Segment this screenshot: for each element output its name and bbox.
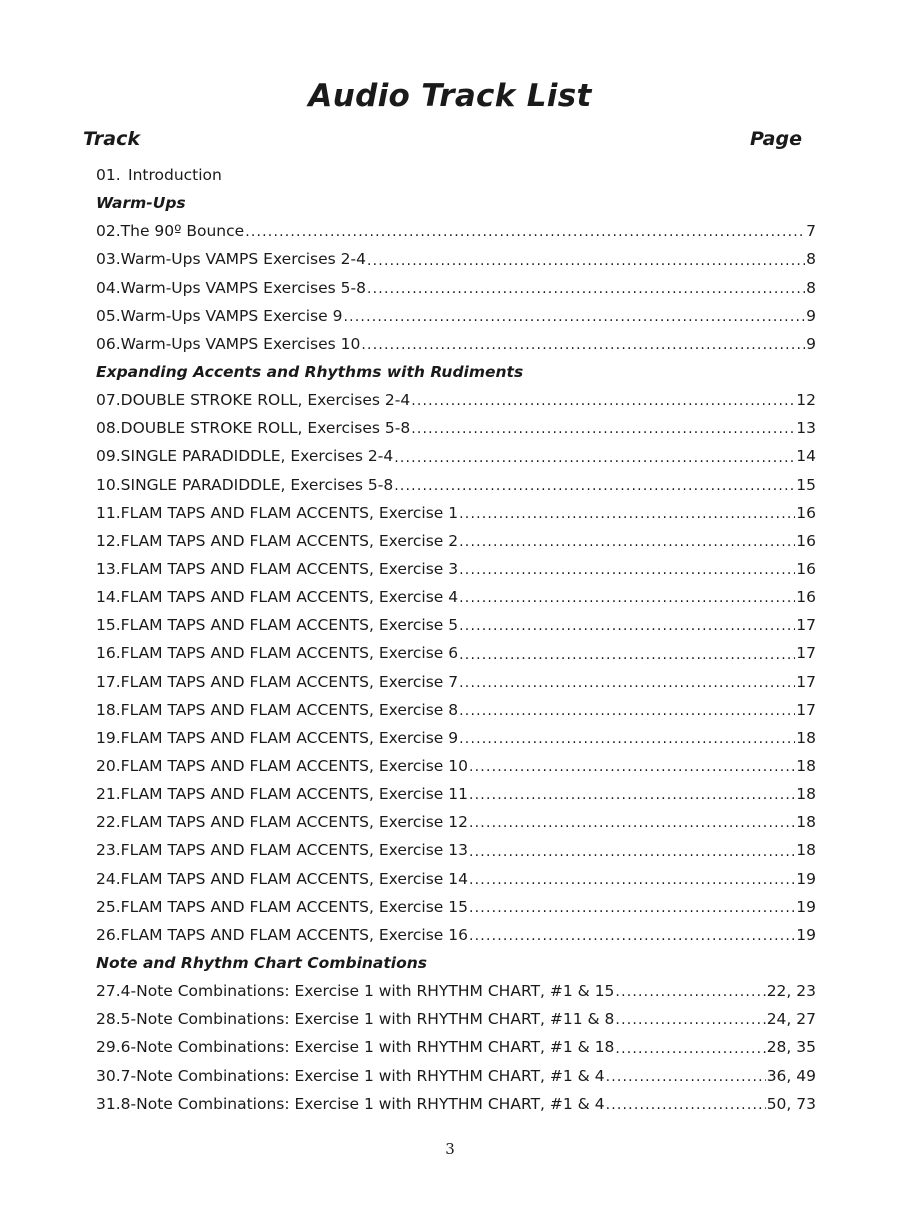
track-page: 17 bbox=[796, 672, 816, 691]
track-title: Warm-Ups VAMPS Exercise 9 bbox=[120, 306, 343, 325]
track-row bbox=[96, 752, 816, 780]
track-row bbox=[96, 245, 816, 273]
track-title: FLAM TAPS AND FLAM ACCENTS, Exercise 1 bbox=[120, 503, 459, 522]
track-row bbox=[96, 274, 816, 302]
track-page: 19 bbox=[796, 925, 816, 944]
dot-leader bbox=[469, 760, 795, 780]
track-title: 7-Note Combinations: Exercise 1 with RHYTHM CHART, #1 & 4 bbox=[120, 1066, 605, 1085]
track-page: 17 bbox=[796, 644, 816, 663]
track-row bbox=[96, 1005, 816, 1033]
section-heading: Note and Rhythm Chart Combinations bbox=[96, 954, 428, 972]
track-row bbox=[96, 724, 816, 752]
track-number: 29. bbox=[96, 1038, 121, 1057]
track-page: 7 bbox=[806, 222, 816, 241]
track-number: 21. bbox=[96, 785, 121, 804]
track-number: 17. bbox=[96, 672, 121, 691]
section-heading: Expanding Accents and Rhythms with Rudiments bbox=[96, 363, 524, 382]
dot-leader bbox=[361, 338, 805, 358]
track-page: 13 bbox=[796, 419, 816, 438]
track-title: FLAM TAPS AND FLAM ACCENTS, Exercise 4 bbox=[120, 588, 459, 607]
track-title: 6-Note Combinations: Exercise 1 with RHYTHM CHART, #1 & 18 bbox=[120, 1038, 615, 1057]
track-title: 8-Note Combinations: Exercise 1 with RHYTHM CHART, #1 & 4 bbox=[120, 1094, 605, 1113]
track-title: SINGLE PARADIDDLE, Exercises 5-8 bbox=[120, 475, 394, 494]
dot-leader bbox=[606, 1070, 766, 1090]
track-list bbox=[96, 161, 816, 1118]
track-page: 18 bbox=[796, 757, 816, 776]
track-number: 23. bbox=[96, 841, 121, 860]
dot-leader bbox=[459, 507, 795, 527]
track-page: 15 bbox=[796, 475, 816, 494]
page-title: Audio Track List bbox=[308, 78, 592, 114]
track-number: 13. bbox=[96, 560, 121, 579]
track-row bbox=[96, 414, 816, 442]
track-page: 18 bbox=[796, 841, 816, 860]
track-title: Warm-Ups VAMPS Exercises 2-4 bbox=[120, 250, 366, 269]
track-number: 02. bbox=[96, 222, 121, 241]
track-number: 27. bbox=[96, 982, 121, 1001]
dot-leader bbox=[459, 732, 795, 752]
track-number: 20. bbox=[96, 757, 121, 776]
page-column-header: Page bbox=[749, 128, 802, 150]
dot-leader bbox=[615, 985, 765, 1005]
track-number: 11. bbox=[96, 503, 121, 522]
dot-leader bbox=[394, 451, 795, 471]
track-title: FLAM TAPS AND FLAM ACCENTS, Exercise 15 bbox=[120, 897, 468, 916]
track-number: 30. bbox=[96, 1066, 121, 1085]
track-page: 19 bbox=[796, 869, 816, 888]
track-page: 16 bbox=[796, 588, 816, 607]
track-number: 28. bbox=[96, 1010, 121, 1029]
track-title: DOUBLE STROKE ROLL, Exercises 2-4 bbox=[120, 391, 411, 410]
track-row bbox=[96, 977, 816, 1005]
dot-leader bbox=[469, 929, 795, 949]
track-title: FLAM TAPS AND FLAM ACCENTS, Exercise 11 bbox=[120, 785, 468, 804]
track-page: 24, 27 bbox=[766, 1010, 816, 1029]
track-title: 5-Note Combinations: Exercise 1 with RHYTHM CHART, #11 & 8 bbox=[120, 1010, 615, 1029]
track-page: 22, 23 bbox=[766, 982, 816, 1001]
track-title: DOUBLE STROKE ROLL, Exercises 5-8 bbox=[120, 419, 411, 438]
dot-leader bbox=[459, 535, 795, 555]
track-number: 25. bbox=[96, 897, 121, 916]
track-page: 19 bbox=[796, 897, 816, 916]
dot-leader bbox=[459, 563, 795, 583]
track-number: 01. bbox=[96, 166, 121, 185]
dot-leader bbox=[469, 845, 795, 865]
dot-leader bbox=[367, 282, 805, 302]
track-row bbox=[96, 386, 816, 414]
track-number: 09. bbox=[96, 447, 121, 466]
dot-leader bbox=[459, 648, 795, 668]
track-number: 22. bbox=[96, 813, 121, 832]
dot-leader bbox=[459, 591, 795, 611]
track-page: 16 bbox=[796, 560, 816, 579]
track-row bbox=[96, 668, 816, 696]
track-title: Warm-Ups VAMPS Exercises 10 bbox=[120, 334, 361, 353]
track-page: 18 bbox=[796, 785, 816, 804]
dot-leader bbox=[469, 816, 795, 836]
track-page: 8 bbox=[806, 278, 816, 297]
track-number: 31. bbox=[96, 1094, 121, 1113]
track-title: FLAM TAPS AND FLAM ACCENTS, Exercise 6 bbox=[120, 644, 459, 663]
track-number: 16. bbox=[96, 644, 121, 663]
track-row bbox=[96, 471, 816, 499]
track-row bbox=[96, 836, 816, 864]
track-title: Introduction bbox=[128, 166, 222, 185]
track-row bbox=[96, 442, 816, 470]
track-row bbox=[96, 808, 816, 836]
track-row bbox=[96, 161, 816, 189]
track-page: 12 bbox=[796, 391, 816, 410]
track-row bbox=[96, 921, 816, 949]
dot-leader bbox=[394, 479, 795, 499]
page-number: 3 bbox=[445, 1140, 455, 1158]
track-number: 24. bbox=[96, 869, 121, 888]
track-number: 15. bbox=[96, 616, 121, 635]
track-page: 36, 49 bbox=[766, 1066, 816, 1085]
track-row bbox=[96, 499, 816, 527]
track-title: SINGLE PARADIDDLE, Exercises 2-4 bbox=[120, 447, 394, 466]
track-title: Warm-Ups VAMPS Exercises 5-8 bbox=[120, 278, 366, 297]
track-title: FLAM TAPS AND FLAM ACCENTS, Exercise 8 bbox=[120, 700, 459, 719]
track-number: 04. bbox=[96, 278, 121, 297]
track-title: FLAM TAPS AND FLAM ACCENTS, Exercise 13 bbox=[120, 841, 468, 860]
track-row bbox=[96, 639, 816, 667]
dot-leader bbox=[459, 704, 795, 724]
track-title: FLAM TAPS AND FLAM ACCENTS, Exercise 3 bbox=[120, 560, 459, 579]
track-number: 05. bbox=[96, 306, 121, 325]
track-row bbox=[96, 696, 816, 724]
track-row bbox=[96, 330, 816, 358]
track-row bbox=[96, 555, 816, 583]
track-page: 17 bbox=[796, 616, 816, 635]
dot-leader bbox=[343, 310, 805, 330]
track-row bbox=[96, 527, 816, 555]
track-number: 12. bbox=[96, 531, 121, 550]
track-number: 26. bbox=[96, 925, 121, 944]
track-row bbox=[96, 780, 816, 808]
track-title: FLAM TAPS AND FLAM ACCENTS, Exercise 16 bbox=[120, 925, 468, 944]
track-number: 19. bbox=[96, 728, 121, 747]
track-number: 18. bbox=[96, 700, 121, 719]
track-page: 18 bbox=[796, 813, 816, 832]
track-title: FLAM TAPS AND FLAM ACCENTS, Exercise 5 bbox=[120, 616, 459, 635]
dot-leader bbox=[411, 422, 795, 442]
dot-leader bbox=[615, 1013, 765, 1033]
track-number: 03. bbox=[96, 250, 121, 269]
track-row bbox=[96, 611, 816, 639]
track-page: 14 bbox=[796, 447, 816, 466]
track-page: 28, 35 bbox=[766, 1038, 816, 1057]
track-page: 9 bbox=[806, 334, 816, 353]
dot-leader bbox=[469, 873, 795, 893]
track-title: FLAM TAPS AND FLAM ACCENTS, Exercise 10 bbox=[120, 757, 468, 776]
track-title: FLAM TAPS AND FLAM ACCENTS, Exercise 14 bbox=[120, 869, 468, 888]
dot-leader bbox=[459, 619, 795, 639]
track-number: 07. bbox=[96, 391, 121, 410]
track-number: 14. bbox=[96, 588, 121, 607]
track-title: FLAM TAPS AND FLAM ACCENTS, Exercise 2 bbox=[120, 531, 459, 550]
track-row bbox=[96, 217, 816, 245]
track-page: 16 bbox=[796, 531, 816, 550]
track-number: 08. bbox=[96, 419, 121, 438]
section-heading: Warm-Ups bbox=[96, 194, 186, 213]
track-title: FLAM TAPS AND FLAM ACCENTS, Exercise 9 bbox=[120, 728, 459, 747]
track-row bbox=[96, 302, 816, 330]
track-page: 9 bbox=[806, 306, 816, 325]
track-row bbox=[96, 893, 816, 921]
dot-leader bbox=[615, 1042, 765, 1062]
track-row bbox=[96, 1033, 816, 1061]
dot-leader bbox=[367, 254, 805, 274]
track-row bbox=[96, 865, 816, 893]
track-page: 16 bbox=[796, 503, 816, 522]
track-page: 50, 73 bbox=[766, 1094, 816, 1113]
dot-leader bbox=[469, 788, 795, 808]
track-row bbox=[96, 1090, 816, 1118]
track-title: FLAM TAPS AND FLAM ACCENTS, Exercise 12 bbox=[120, 813, 468, 832]
track-title: FLAM TAPS AND FLAM ACCENTS, Exercise 7 bbox=[120, 672, 459, 691]
dot-leader bbox=[606, 1098, 766, 1118]
track-title: 4-Note Combinations: Exercise 1 with RHYTHM CHART, #1 & 15 bbox=[120, 982, 615, 1001]
track-number: 10. bbox=[96, 475, 121, 494]
track-page: 17 bbox=[796, 700, 816, 719]
track-row bbox=[96, 583, 816, 611]
track-page: 18 bbox=[796, 728, 816, 747]
track-column-header: Track bbox=[83, 128, 140, 150]
dot-leader bbox=[469, 901, 795, 921]
track-row bbox=[96, 1062, 816, 1090]
track-title: The 90º Bounce bbox=[120, 222, 245, 241]
track-page: 8 bbox=[806, 250, 816, 269]
dot-leader bbox=[411, 394, 795, 414]
dot-leader bbox=[459, 676, 795, 696]
dot-leader bbox=[245, 225, 805, 245]
track-number: 06. bbox=[96, 334, 121, 353]
